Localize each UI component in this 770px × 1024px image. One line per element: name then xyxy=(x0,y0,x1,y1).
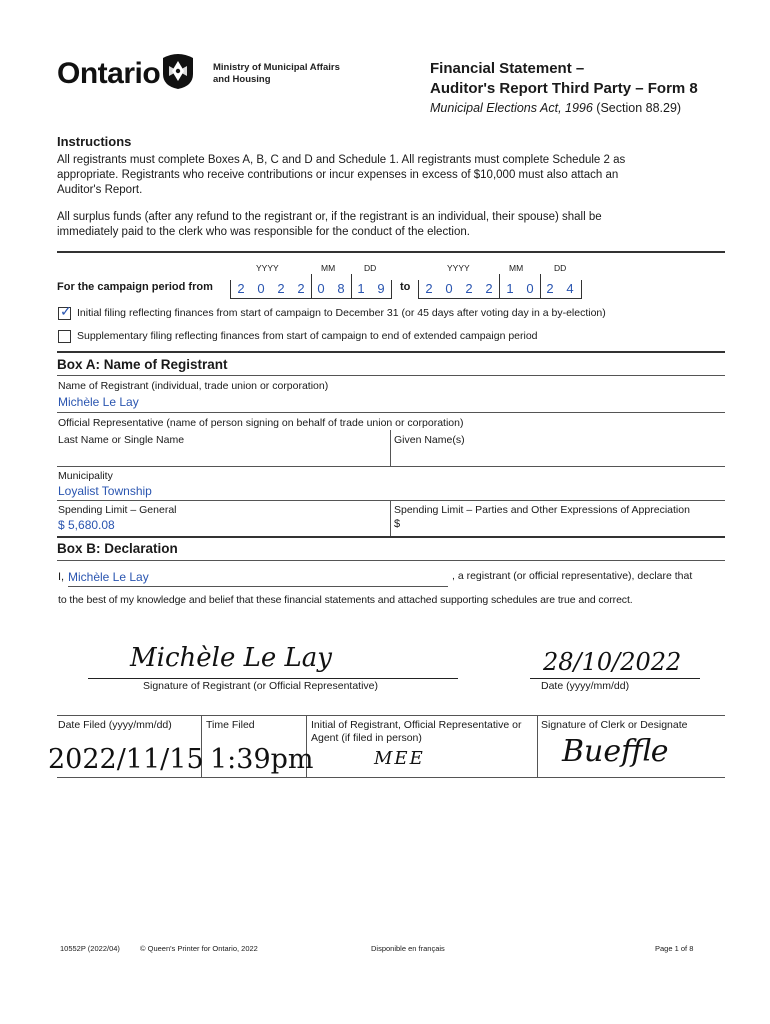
divider xyxy=(57,536,725,538)
divider xyxy=(57,412,725,413)
campaign-from-date-field[interactable] xyxy=(230,280,392,299)
supplementary-filing-checkbox[interactable] xyxy=(58,330,71,343)
divider xyxy=(57,500,725,501)
municipality-value[interactable]: Loyalist Township xyxy=(58,484,152,498)
signature-label: Signature of Registrant (or Official Representative) xyxy=(143,680,378,692)
clerk-signature-label: Signature of Clerk or Designate xyxy=(541,719,688,731)
to-digit: 0 xyxy=(445,281,453,296)
to-digit: 2 xyxy=(465,281,473,296)
divider xyxy=(57,375,725,376)
page-number: Page 1 of 8 xyxy=(655,944,694,953)
time-filed-value[interactable]: 1:39pm xyxy=(210,744,314,775)
declaration-suffix: , a registrant (or official representative), declare that xyxy=(452,570,693,582)
date-filed-value[interactable]: 2022/11/15 xyxy=(48,744,204,775)
initial-value[interactable]: MEE xyxy=(374,748,425,769)
from-digit: 0 xyxy=(257,281,265,296)
checkmark-icon: ✓ xyxy=(60,303,72,319)
registrant-name-value[interactable]: Michèle Le Lay xyxy=(58,395,139,409)
declaration-line-2: to the best of my knowledge and belief that these financial statements and attached supporting schedules are true and correct. xyxy=(58,594,633,606)
trillium-logo-icon xyxy=(160,52,196,90)
to-digit: 0 xyxy=(526,281,534,296)
from-digit: 9 xyxy=(377,281,385,296)
divider xyxy=(57,560,725,561)
initial-filing-label: Initial filing reflecting finances from start of campaign to December 31 (or 45 days after voting day in a by-election) xyxy=(77,307,606,319)
divider xyxy=(57,466,725,467)
box-b-heading: Box B: Declaration xyxy=(57,541,178,556)
to-dd-label: DD xyxy=(554,263,567,273)
from-digit: 0 xyxy=(317,281,325,296)
campaign-to-date-field[interactable] xyxy=(418,280,582,299)
declaration-date-handwritten[interactable]: 28/10/2022 xyxy=(543,648,682,676)
to-digit: 2 xyxy=(425,281,433,296)
divider xyxy=(57,351,725,353)
municipality-label: Municipality xyxy=(58,470,113,482)
declaration-name[interactable]: Michèle Le Lay xyxy=(68,570,149,584)
campaign-period-label: For the campaign period from xyxy=(57,281,213,293)
ministry-name: Ministry of Municipal Affairs and Housing xyxy=(213,62,340,85)
divider xyxy=(537,715,538,777)
to-digit: 4 xyxy=(566,281,574,296)
form-subtitle: Municipal Elections Act, 1996 (Section 88.29) xyxy=(430,101,682,115)
instructions-paragraph-2: All surplus funds (after any refund to the registrant or, if the registrant is an individual, their spouse) shall be immediately paid to the clerk who was responsible for the conduct of the election. xyxy=(57,211,602,238)
date-separator xyxy=(540,274,541,298)
clerk-signature-value[interactable]: Bueffle xyxy=(562,734,669,769)
campaign-to-label: to xyxy=(400,281,411,293)
from-yyyy-label: YYYY xyxy=(256,263,279,273)
initial-label: Initial of Registrant, Official Representative or Agent (if filed in person) xyxy=(311,719,522,744)
declaration-prefix: I, xyxy=(58,571,65,583)
from-digit: 2 xyxy=(237,281,245,296)
spending-limit-parties-value[interactable]: $ xyxy=(394,518,401,530)
to-digit: 2 xyxy=(485,281,493,296)
box-a-heading: Box A: Name of Registrant xyxy=(57,357,228,372)
last-name-label: Last Name or Single Name xyxy=(58,434,185,446)
given-name-label: Given Name(s) xyxy=(394,434,465,446)
signature-line xyxy=(88,678,458,679)
date-separator xyxy=(499,274,500,298)
declaration-name-underline xyxy=(68,586,448,587)
french-availability: Disponible en français xyxy=(371,944,445,953)
instructions-paragraph-1: All registrants must complete Boxes A, B, C and D and Schedule 1. All registrants must complete Schedule 2 as appropriate. Registrants who receive contributions or incur expenses in excess of $10,000 must also attach an Auditor's Report. xyxy=(57,154,626,196)
spending-limit-parties-label: Spending Limit – Parties and Other Expressions of Appreciation xyxy=(394,504,690,516)
spending-limit-general-value[interactable]: $ 5,680.08 xyxy=(58,518,115,532)
to-digit: 2 xyxy=(546,281,554,296)
time-filed-label: Time Filed xyxy=(206,719,255,731)
spending-limit-general-label: Spending Limit – General xyxy=(58,504,177,516)
official-rep-label: Official Representative (name of person signing on behalf of trade union or corporation) xyxy=(58,417,464,429)
to-digit: 1 xyxy=(506,281,514,296)
from-digit: 2 xyxy=(297,281,305,296)
to-yyyy-label: YYYY xyxy=(447,263,470,273)
from-mm-label: MM xyxy=(321,263,336,273)
from-digit: 2 xyxy=(277,281,285,296)
divider xyxy=(390,500,391,536)
registrant-signature[interactable]: Michèle Le Lay xyxy=(130,643,332,673)
form-title-line2: Auditor's Report Third Party – Form 8 xyxy=(430,80,698,97)
ontario-logo-text: Ontario xyxy=(57,57,161,90)
initial-filing-checkbox[interactable] xyxy=(58,303,72,320)
to-mm-label: MM xyxy=(509,263,524,273)
divider xyxy=(390,430,391,466)
divider xyxy=(57,715,725,716)
supplementary-filing-label: Supplementary filing reflecting finances from start of campaign to end of extended campaign period xyxy=(77,330,538,342)
form-code: 10552P (2022/04) xyxy=(60,944,120,953)
divider xyxy=(57,251,725,253)
date-line xyxy=(530,678,700,679)
date-separator xyxy=(311,274,312,298)
registrant-name-label: Name of Registrant (individual, trade union or corporation) xyxy=(58,380,329,392)
from-digit: 1 xyxy=(357,281,365,296)
divider xyxy=(57,777,725,778)
from-digit: 8 xyxy=(337,281,345,296)
form-title-line1: Financial Statement – xyxy=(430,60,585,77)
instructions-heading: Instructions xyxy=(57,134,132,149)
date-filed-label: Date Filed (yyyy/mm/dd) xyxy=(58,719,172,731)
date-separator xyxy=(351,274,352,298)
date-label: Date (yyyy/mm/dd) xyxy=(541,680,630,692)
from-dd-label: DD xyxy=(364,263,377,273)
copyright: © Queen's Printer for Ontario, 2022 xyxy=(140,944,258,953)
